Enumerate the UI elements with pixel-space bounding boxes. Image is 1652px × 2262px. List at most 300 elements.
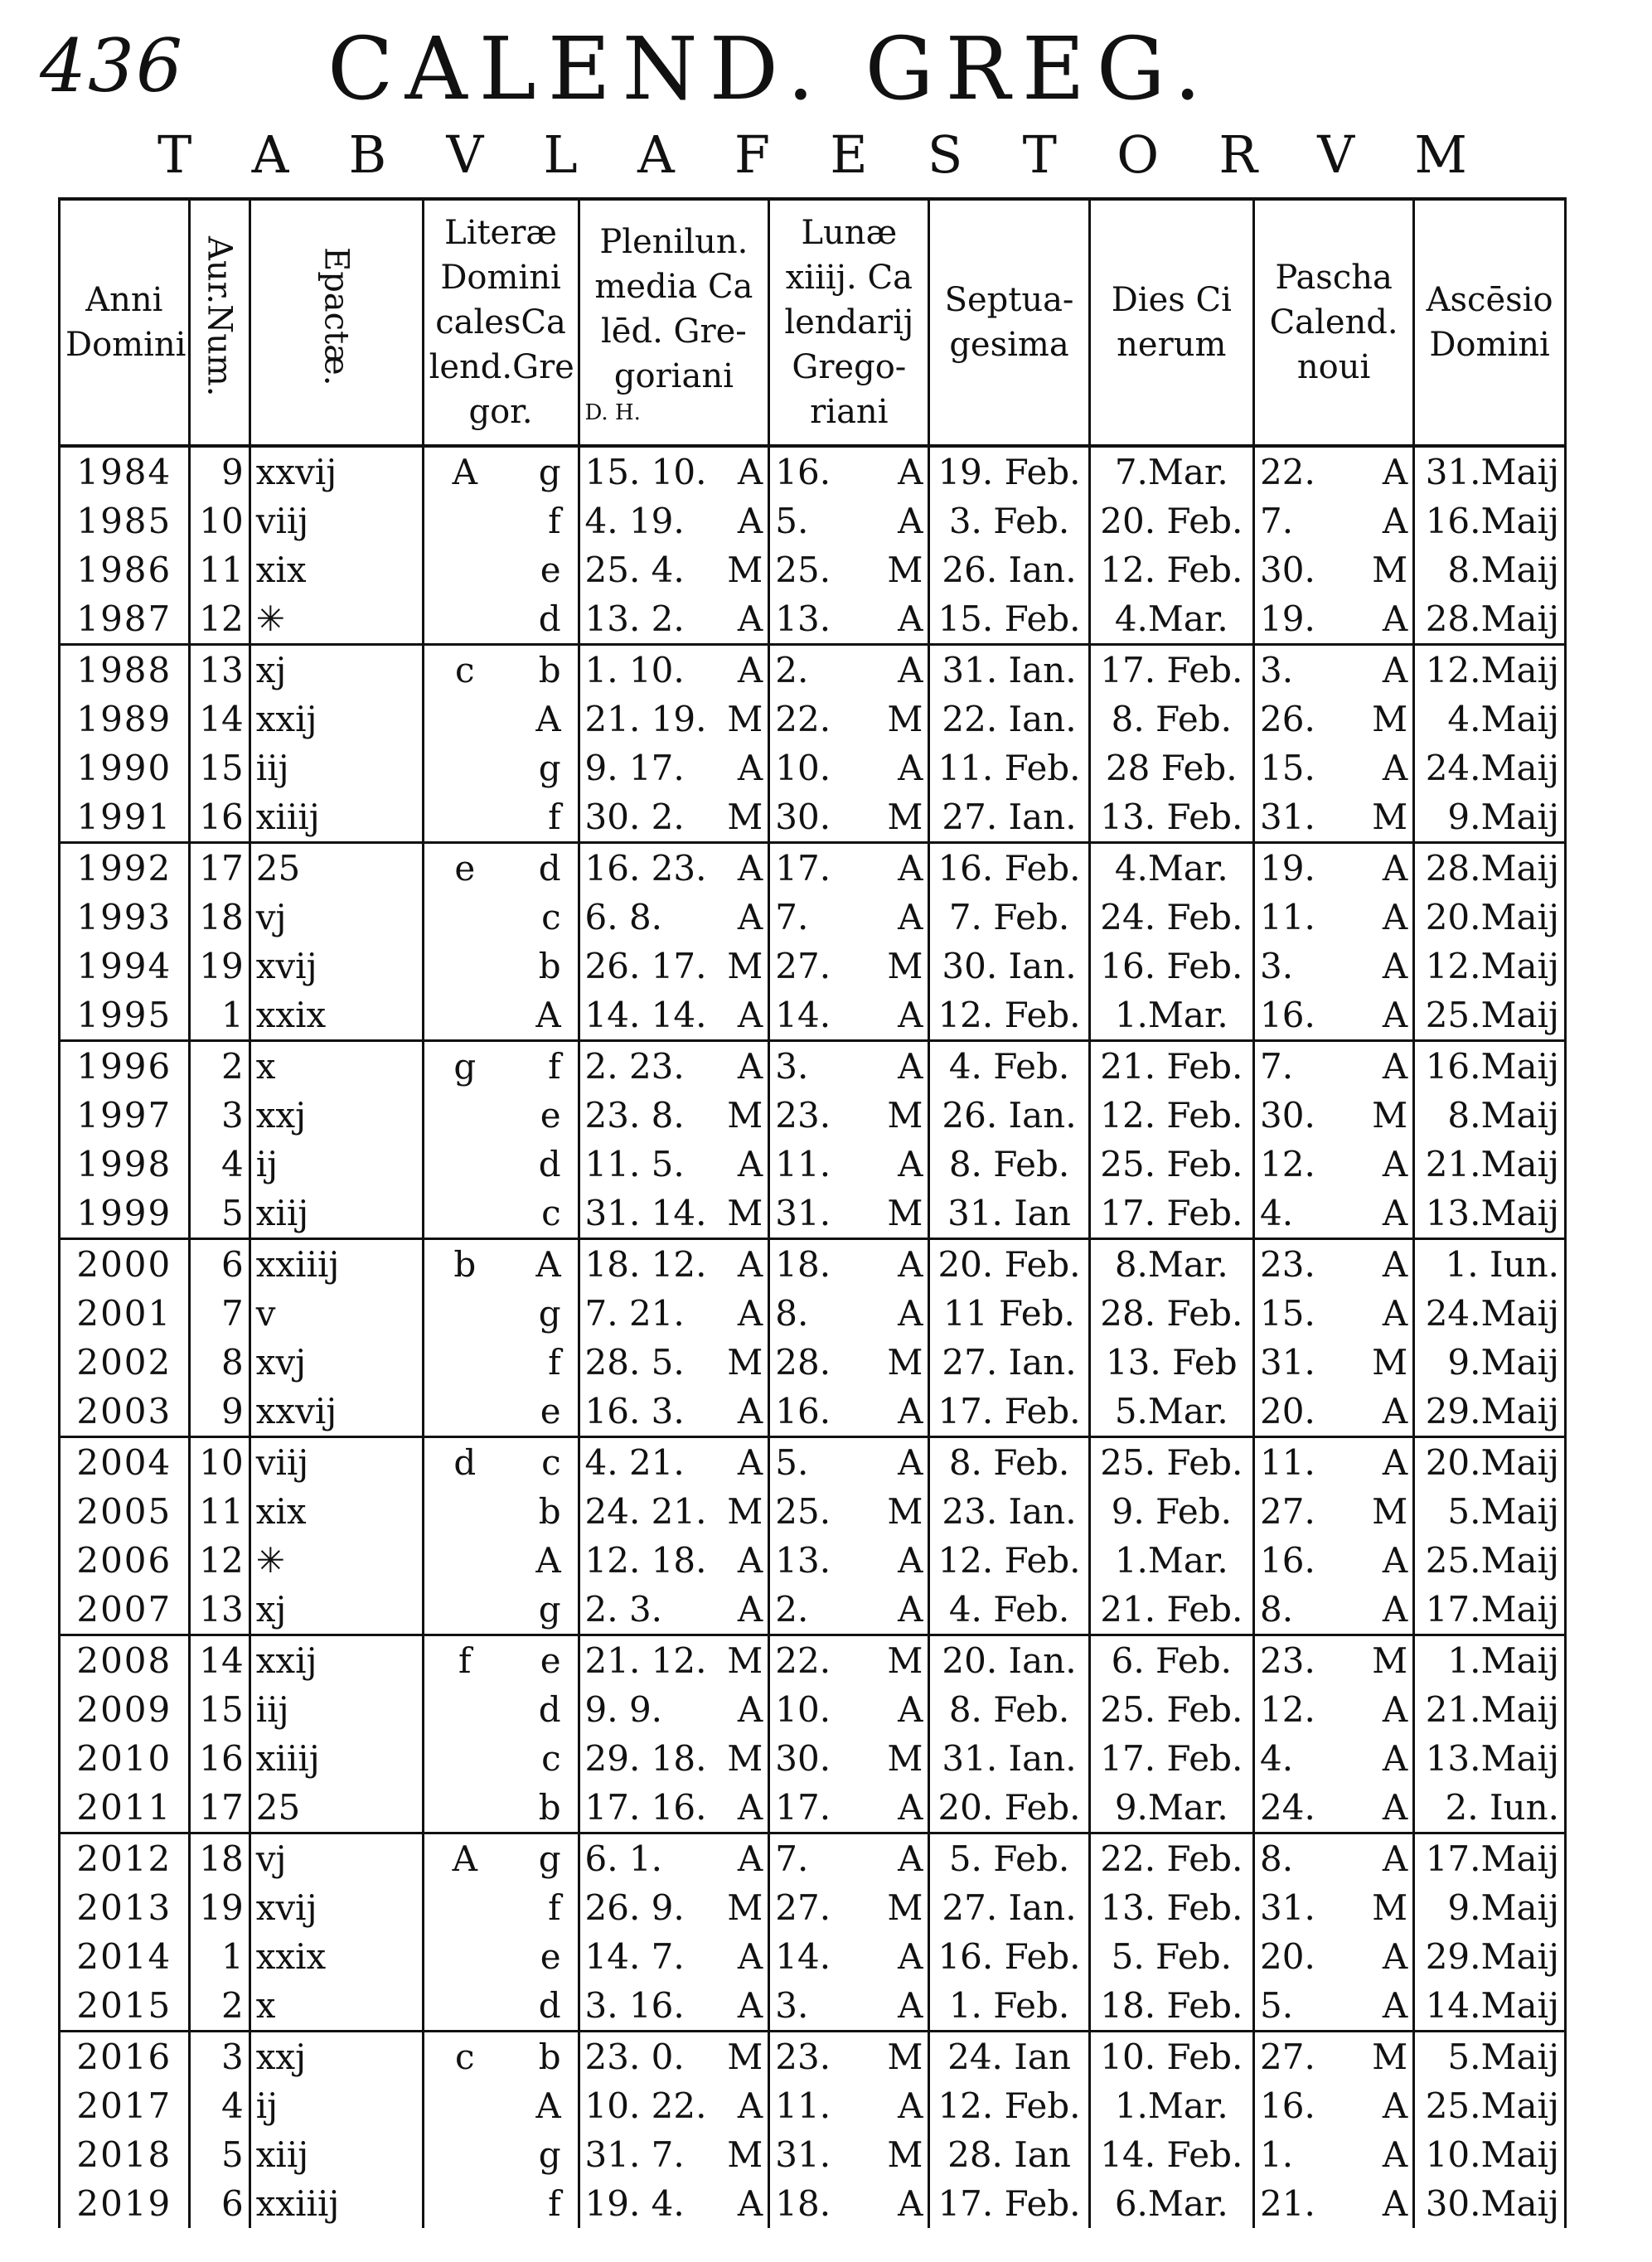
- pascha-value: 4.: [1260, 1193, 1294, 1233]
- luna-cell: [769, 1783, 929, 1833]
- plenilunium-cell: [579, 1189, 769, 1239]
- pascha-cell: [1254, 2032, 1414, 2082]
- litera-second: c: [541, 897, 561, 937]
- litera-cell: [423, 1685, 579, 1734]
- plenilunium-cell: [579, 1487, 769, 1536]
- litera-second: b: [538, 946, 561, 986]
- luna-value: 18.: [775, 1244, 831, 1285]
- ascensio-cell: [1414, 1338, 1566, 1387]
- year-cell: [60, 1487, 190, 1536]
- year-cell: [60, 1585, 190, 1635]
- pascha-value: 19.: [1260, 598, 1315, 639]
- litera-second: b: [538, 2037, 561, 2077]
- year-cell: [60, 1041, 190, 1092]
- dies-cinerum-cell: [1089, 942, 1253, 991]
- luna-value: 17.: [775, 848, 831, 889]
- year-value: 1988: [76, 650, 172, 690]
- epacta-cell: [249, 1932, 423, 1981]
- litera-cell: [423, 1635, 579, 1686]
- pascha-cell: [1254, 2081, 1414, 2130]
- aureus-value: 3: [220, 2037, 244, 2077]
- litera-second: A: [535, 2085, 561, 2126]
- septuagesima-value: 23. Ian.: [942, 1491, 1077, 1532]
- luna-value: 17.: [775, 1787, 831, 1828]
- luna-cell: [769, 496, 929, 545]
- luna-mark: A: [898, 748, 923, 788]
- year-cell: [60, 991, 190, 1041]
- header-line: Dies Ci: [1111, 281, 1232, 319]
- septuagesima-cell: [929, 1091, 1089, 1140]
- plenilunium-mark: A: [737, 1985, 763, 2026]
- septuagesima-value: 20. Feb.: [937, 1244, 1081, 1285]
- dies-cinerum-value: 13. Feb.: [1100, 1887, 1243, 1928]
- luna-value: 5.: [775, 1442, 809, 1483]
- luna-value: 16.: [775, 1391, 831, 1431]
- table-row: [60, 1387, 1566, 1437]
- litera-second: A: [535, 1540, 561, 1581]
- plenilunium-cell: [579, 695, 769, 744]
- aureus-cell: [189, 2081, 249, 2130]
- pascha-cell: [1254, 1734, 1414, 1783]
- pascha-cell: [1254, 695, 1414, 744]
- year-cell: [60, 1734, 190, 1783]
- litera-second: d: [538, 848, 561, 889]
- pascha-cell: [1254, 1932, 1414, 1981]
- dies-cinerum-cell: [1089, 1041, 1253, 1092]
- dies-cinerum-cell: [1089, 2130, 1253, 2179]
- year-cell: [60, 1536, 190, 1585]
- epacta-cell: [249, 1536, 423, 1585]
- litera-cell: [423, 496, 579, 545]
- septuagesima-cell: [929, 1239, 1089, 1290]
- septuagesima-cell: [929, 1734, 1089, 1783]
- dies-cinerum-cell: [1089, 792, 1253, 843]
- year-value: 1984: [76, 452, 172, 492]
- aureus-value: 8: [220, 1342, 244, 1383]
- litera-cell: [423, 1091, 579, 1140]
- dies-cinerum-value: 28 Feb.: [1105, 748, 1238, 788]
- ascensio-cell: [1414, 893, 1566, 942]
- year-value: 2005: [76, 1491, 172, 1532]
- table-row: [60, 1585, 1566, 1635]
- table-row: [60, 843, 1566, 894]
- year-cell: [60, 1981, 190, 2032]
- litera-second: d: [538, 1144, 561, 1184]
- plenilunium-cell: [579, 594, 769, 645]
- plenilunium-cell: [579, 1783, 769, 1833]
- plenilunium-value: 16. 23.: [584, 848, 707, 889]
- pascha-cell: [1254, 1387, 1414, 1437]
- plenilunium-cell: [579, 545, 769, 594]
- ascensio-value: 8.Maij: [1447, 550, 1559, 590]
- ascensio-value: 25.Maij: [1425, 995, 1559, 1035]
- pascha-cell: [1254, 496, 1414, 545]
- luna-cell: [769, 2081, 929, 2130]
- dies-cinerum-value: 5. Feb.: [1111, 1936, 1232, 1977]
- plenilunium-cell: [579, 1585, 769, 1635]
- pascha-mark: A: [1382, 1046, 1408, 1087]
- pascha-value: 16.: [1260, 1540, 1315, 1581]
- plenilunium-mark: A: [737, 1144, 763, 1184]
- plenilunium-value: 9. 9.: [584, 1689, 663, 1730]
- subtitle-letter: V: [446, 124, 484, 185]
- ascensio-value: 29.Maij: [1425, 1391, 1559, 1431]
- plenilunium-mark: A: [737, 1838, 763, 1879]
- header-lunae: [769, 199, 929, 446]
- luna-cell: [769, 594, 929, 645]
- plenilunium-value: 23. 8.: [584, 1095, 685, 1136]
- aureus-cell: [189, 1338, 249, 1387]
- luna-value: 16.: [775, 452, 831, 492]
- year-value: 2014: [76, 1936, 172, 1977]
- pascha-mark: A: [1382, 2085, 1408, 2126]
- year-value: 2007: [76, 1589, 172, 1630]
- ascensio-cell: [1414, 1685, 1566, 1734]
- ascensio-value: 16.Maij: [1425, 1046, 1559, 1087]
- aureus-value: 14: [199, 699, 244, 739]
- epacta-cell: [249, 1685, 423, 1734]
- litera-second: e: [540, 1095, 561, 1136]
- plenilunium-value: 16. 3.: [584, 1391, 685, 1431]
- septuagesima-value: 15. Feb.: [937, 598, 1081, 639]
- luna-cell: [769, 1387, 929, 1437]
- dies-cinerum-cell: [1089, 893, 1253, 942]
- table-row: [60, 1536, 1566, 1585]
- year-cell: [60, 942, 190, 991]
- plenilunium-value: 3. 16.: [584, 1985, 685, 2026]
- ascensio-value: 21.Maij: [1425, 1144, 1559, 1184]
- luna-mark: A: [898, 1046, 923, 1087]
- pascha-mark: A: [1382, 1144, 1408, 1184]
- septuagesima-value: 20. Ian.: [942, 1640, 1077, 1681]
- litera-cell: [423, 1239, 579, 1290]
- table-row: [60, 1932, 1566, 1981]
- ascensio-cell: [1414, 1932, 1566, 1981]
- litera-first: c: [455, 650, 475, 690]
- subtitle-letter: O: [1117, 124, 1160, 185]
- epacta-cell: [249, 1239, 423, 1290]
- ascensio-value: 20.Maij: [1425, 1442, 1559, 1483]
- year-value: 1997: [76, 1095, 172, 1136]
- dies-cinerum-value: 10. Feb.: [1100, 2037, 1243, 2077]
- plenilunium-cell: [579, 446, 769, 496]
- pascha-mark: A: [1382, 1589, 1408, 1630]
- year-value: 1985: [76, 501, 172, 541]
- aureus-cell: [189, 1091, 249, 1140]
- plenilunium-value: 2. 3.: [584, 1589, 663, 1630]
- aureus-cell: [189, 2130, 249, 2179]
- luna-mark: A: [898, 2183, 923, 2224]
- year-value: 2016: [76, 2037, 172, 2077]
- plenilunium-mark: A: [737, 1540, 763, 1581]
- plenilunium-value: 26. 9.: [584, 1887, 685, 1928]
- aureus-cell: [189, 893, 249, 942]
- dies-cinerum-cell: [1089, 843, 1253, 894]
- plenilunium-mark: A: [737, 848, 763, 889]
- page-number: 436: [40, 23, 184, 109]
- table-row: [60, 1239, 1566, 1290]
- litera-first: g: [453, 1046, 477, 1087]
- pascha-cell: [1254, 893, 1414, 942]
- luna-cell: [769, 942, 929, 991]
- table-row: [60, 1091, 1566, 1140]
- septuagesima-value: 20. Feb.: [937, 1787, 1081, 1828]
- septuagesima-value: 8. Feb.: [948, 1689, 1070, 1730]
- litera-cell: [423, 1883, 579, 1932]
- ascensio-value: 12.Maij: [1425, 650, 1559, 690]
- epacta-cell: [249, 1041, 423, 1092]
- dies-cinerum-value: 5.Mar.: [1114, 1391, 1228, 1431]
- pascha-cell: [1254, 1437, 1414, 1488]
- ascensio-value: 17.Maij: [1425, 1589, 1559, 1630]
- litera-cell: [423, 446, 579, 496]
- epacta-cell: [249, 1783, 423, 1833]
- table-row: [60, 744, 1566, 792]
- luna-value: 25.: [775, 1491, 831, 1532]
- luna-mark: A: [898, 1144, 923, 1184]
- table-row: [60, 594, 1566, 645]
- luna-value: 25.: [775, 550, 831, 590]
- table-row: [60, 2130, 1566, 2179]
- pascha-mark: A: [1382, 848, 1408, 889]
- septuagesima-cell: [929, 1387, 1089, 1437]
- pascha-cell: [1254, 1883, 1414, 1932]
- subtitle-letter: S: [927, 124, 963, 185]
- header-epactae: [249, 199, 423, 446]
- litera-first: A: [452, 452, 477, 492]
- ascensio-cell: [1414, 942, 1566, 991]
- septuagesima-cell: [929, 545, 1089, 594]
- subtitle-letter: T: [1022, 124, 1057, 185]
- epacta-cell: [249, 843, 423, 894]
- litera-first: b: [453, 1244, 477, 1285]
- aureus-value: 4: [220, 2085, 244, 2126]
- epacta-cell: [249, 1833, 423, 1884]
- ascensio-value: 21.Maij: [1425, 1689, 1559, 1730]
- septuagesima-cell: [929, 991, 1089, 1041]
- dies-cinerum-value: 24. Feb.: [1100, 897, 1243, 937]
- epacta-value: x: [255, 1046, 276, 1087]
- year-cell: [60, 2081, 190, 2130]
- year-value: 2008: [76, 1640, 172, 1681]
- ascensio-value: 1.Maij: [1447, 1640, 1559, 1681]
- litera-first: d: [453, 1442, 477, 1483]
- pascha-value: 16.: [1260, 2085, 1315, 2126]
- dies-cinerum-cell: [1089, 695, 1253, 744]
- septuagesima-value: 11. Feb.: [937, 748, 1081, 788]
- luna-cell: [769, 1239, 929, 1290]
- header-line: calesCa: [435, 303, 566, 341]
- epacta-value: 25: [255, 1787, 301, 1828]
- ascensio-cell: [1414, 1091, 1566, 1140]
- plenilunium-mark: A: [737, 501, 763, 541]
- plenilunium-value: 4. 19.: [584, 501, 685, 541]
- ascensio-value: 9.Maij: [1447, 1887, 1559, 1928]
- litera-second: g: [538, 748, 561, 788]
- plenilunium-value: 28. 5.: [584, 1342, 685, 1383]
- year-cell: [60, 1685, 190, 1734]
- septuagesima-value: 27. Ian.: [942, 1887, 1077, 1928]
- dies-cinerum-cell: [1089, 744, 1253, 792]
- epacta-value: xxix: [255, 1936, 327, 1977]
- luna-mark: A: [898, 1540, 923, 1581]
- epacta-value: xix: [255, 550, 307, 590]
- ascensio-value: 25.Maij: [1425, 2085, 1559, 2126]
- plenilunium-value: 9. 17.: [584, 748, 685, 788]
- pascha-value: 5.: [1260, 1985, 1294, 2026]
- plenilunium-value: 6. 8.: [584, 897, 663, 937]
- pascha-cell: [1254, 1338, 1414, 1387]
- pascha-mark: A: [1382, 1689, 1408, 1730]
- dies-cinerum-cell: [1089, 1685, 1253, 1734]
- ascensio-cell: [1414, 991, 1566, 1041]
- dies-cinerum-cell: [1089, 1338, 1253, 1387]
- table-row: [60, 2179, 1566, 2228]
- litera-first: f: [458, 1640, 472, 1681]
- septuagesima-cell: [929, 792, 1089, 843]
- year-value: 1998: [76, 1144, 172, 1184]
- pascha-mark: A: [1382, 1936, 1408, 1977]
- aureus-value: 16: [199, 1738, 244, 1779]
- year-value: 2011: [76, 1787, 172, 1828]
- luna-mark: M: [887, 1095, 923, 1136]
- septuagesima-cell: [929, 1487, 1089, 1536]
- table-row: [60, 942, 1566, 991]
- pascha-cell: [1254, 1685, 1414, 1734]
- pascha-value: 24.: [1260, 1787, 1315, 1828]
- ascensio-value: 2. Iun.: [1445, 1787, 1559, 1828]
- luna-cell: [769, 545, 929, 594]
- plenilunium-cell: [579, 1437, 769, 1488]
- table-row: [60, 1437, 1566, 1488]
- year-value: 1989: [76, 699, 172, 739]
- year-value: 2006: [76, 1540, 172, 1581]
- septuagesima-cell: [929, 942, 1089, 991]
- plenilunium-cell: [579, 1536, 769, 1585]
- litera-cell: [423, 893, 579, 942]
- aureus-cell: [189, 792, 249, 843]
- header-literae: [423, 199, 579, 446]
- aureus-cell: [189, 2032, 249, 2082]
- epacta-cell: [249, 2130, 423, 2179]
- aureus-cell: [189, 1536, 249, 1585]
- ascensio-cell: [1414, 2179, 1566, 2228]
- aureus-value: 11: [199, 1491, 244, 1532]
- plenilunium-mark: M: [727, 797, 763, 837]
- epacta-value: vj: [255, 897, 287, 937]
- year-cell: [60, 1387, 190, 1437]
- septuagesima-value: 17. Feb.: [937, 2183, 1081, 2224]
- litera-cell: [423, 942, 579, 991]
- dies-cinerum-cell: [1089, 1239, 1253, 1290]
- aureus-value: 19: [199, 1887, 244, 1928]
- luna-cell: [769, 1338, 929, 1387]
- aureus-cell: [189, 496, 249, 545]
- epacta-value: xvj: [255, 1342, 307, 1383]
- epacta-cell: [249, 1140, 423, 1189]
- year-cell: [60, 893, 190, 942]
- litera-cell: [423, 991, 579, 1041]
- dies-cinerum-cell: [1089, 645, 1253, 695]
- table-row: [60, 1734, 1566, 1783]
- ascensio-cell: [1414, 1833, 1566, 1884]
- pascha-mark: M: [1372, 1342, 1408, 1383]
- septuagesima-cell: [929, 1140, 1089, 1189]
- ascensio-cell: [1414, 2081, 1566, 2130]
- epacta-value: v: [255, 1293, 276, 1334]
- plenilunium-cell: [579, 1981, 769, 2032]
- septuagesima-value: 26. Ian.: [942, 1095, 1077, 1136]
- ascensio-value: 5.Maij: [1447, 1491, 1559, 1532]
- plenilunium-mark: M: [727, 2037, 763, 2077]
- pascha-value: 3.: [1260, 650, 1294, 690]
- plenilunium-mark: M: [727, 1491, 763, 1532]
- aureus-value: 16: [199, 797, 244, 837]
- luna-mark: M: [887, 2037, 923, 2077]
- year-cell: [60, 2179, 190, 2228]
- ascensio-cell: [1414, 496, 1566, 545]
- ascensio-cell: [1414, 594, 1566, 645]
- litera-second: f: [548, 797, 561, 837]
- pascha-value: 19.: [1260, 848, 1315, 889]
- epacta-value: xxiiij: [255, 1244, 340, 1285]
- epacta-value: xvij: [255, 1887, 317, 1928]
- plenilunium-cell: [579, 645, 769, 695]
- litera-second: g: [538, 1589, 561, 1630]
- header-line: Domini: [1429, 326, 1550, 364]
- aureus-cell: [189, 991, 249, 1041]
- epacta-cell: [249, 2081, 423, 2130]
- dies-cinerum-value: 1.Mar.: [1114, 1540, 1228, 1581]
- plenilunium-cell: [579, 893, 769, 942]
- pascha-value: 30.: [1260, 550, 1315, 590]
- luna-value: 8.: [775, 1293, 809, 1334]
- plenilunium-mark: M: [727, 1095, 763, 1136]
- aureus-value: 17: [199, 1787, 244, 1828]
- year-cell: [60, 1883, 190, 1932]
- litera-cell: [423, 792, 579, 843]
- ascensio-cell: [1414, 545, 1566, 594]
- pascha-cell: [1254, 843, 1414, 894]
- plenilunium-mark: A: [737, 2183, 763, 2224]
- luna-cell: [769, 2179, 929, 2228]
- dies-cinerum-value: 12. Feb.: [1100, 1095, 1243, 1136]
- dies-cinerum-cell: [1089, 446, 1253, 496]
- year-cell: [60, 594, 190, 645]
- litera-cell: [423, 1487, 579, 1536]
- dies-cinerum-cell: [1089, 2179, 1253, 2228]
- epacta-cell: [249, 1437, 423, 1488]
- septuagesima-value: 12. Feb.: [937, 1540, 1081, 1581]
- litera-cell: [423, 545, 579, 594]
- aureus-value: 2: [220, 1985, 244, 2026]
- plenilunium-cell: [579, 744, 769, 792]
- litera-cell: [423, 1437, 579, 1488]
- year-value: 2002: [76, 1342, 172, 1383]
- aureus-value: 6: [220, 2183, 244, 2224]
- plenilunium-cell: [579, 1289, 769, 1338]
- septuagesima-cell: [929, 2081, 1089, 2130]
- litera-cell: [423, 1140, 579, 1189]
- plenilunium-cell: [579, 496, 769, 545]
- aureus-value: 9: [220, 1391, 244, 1431]
- luna-value: 2.: [775, 650, 809, 690]
- table-row: [60, 695, 1566, 744]
- header-pascha: [1254, 199, 1414, 446]
- pascha-mark: A: [1382, 501, 1408, 541]
- dies-cinerum-value: 25. Feb.: [1100, 1144, 1243, 1184]
- ascensio-cell: [1414, 1783, 1566, 1833]
